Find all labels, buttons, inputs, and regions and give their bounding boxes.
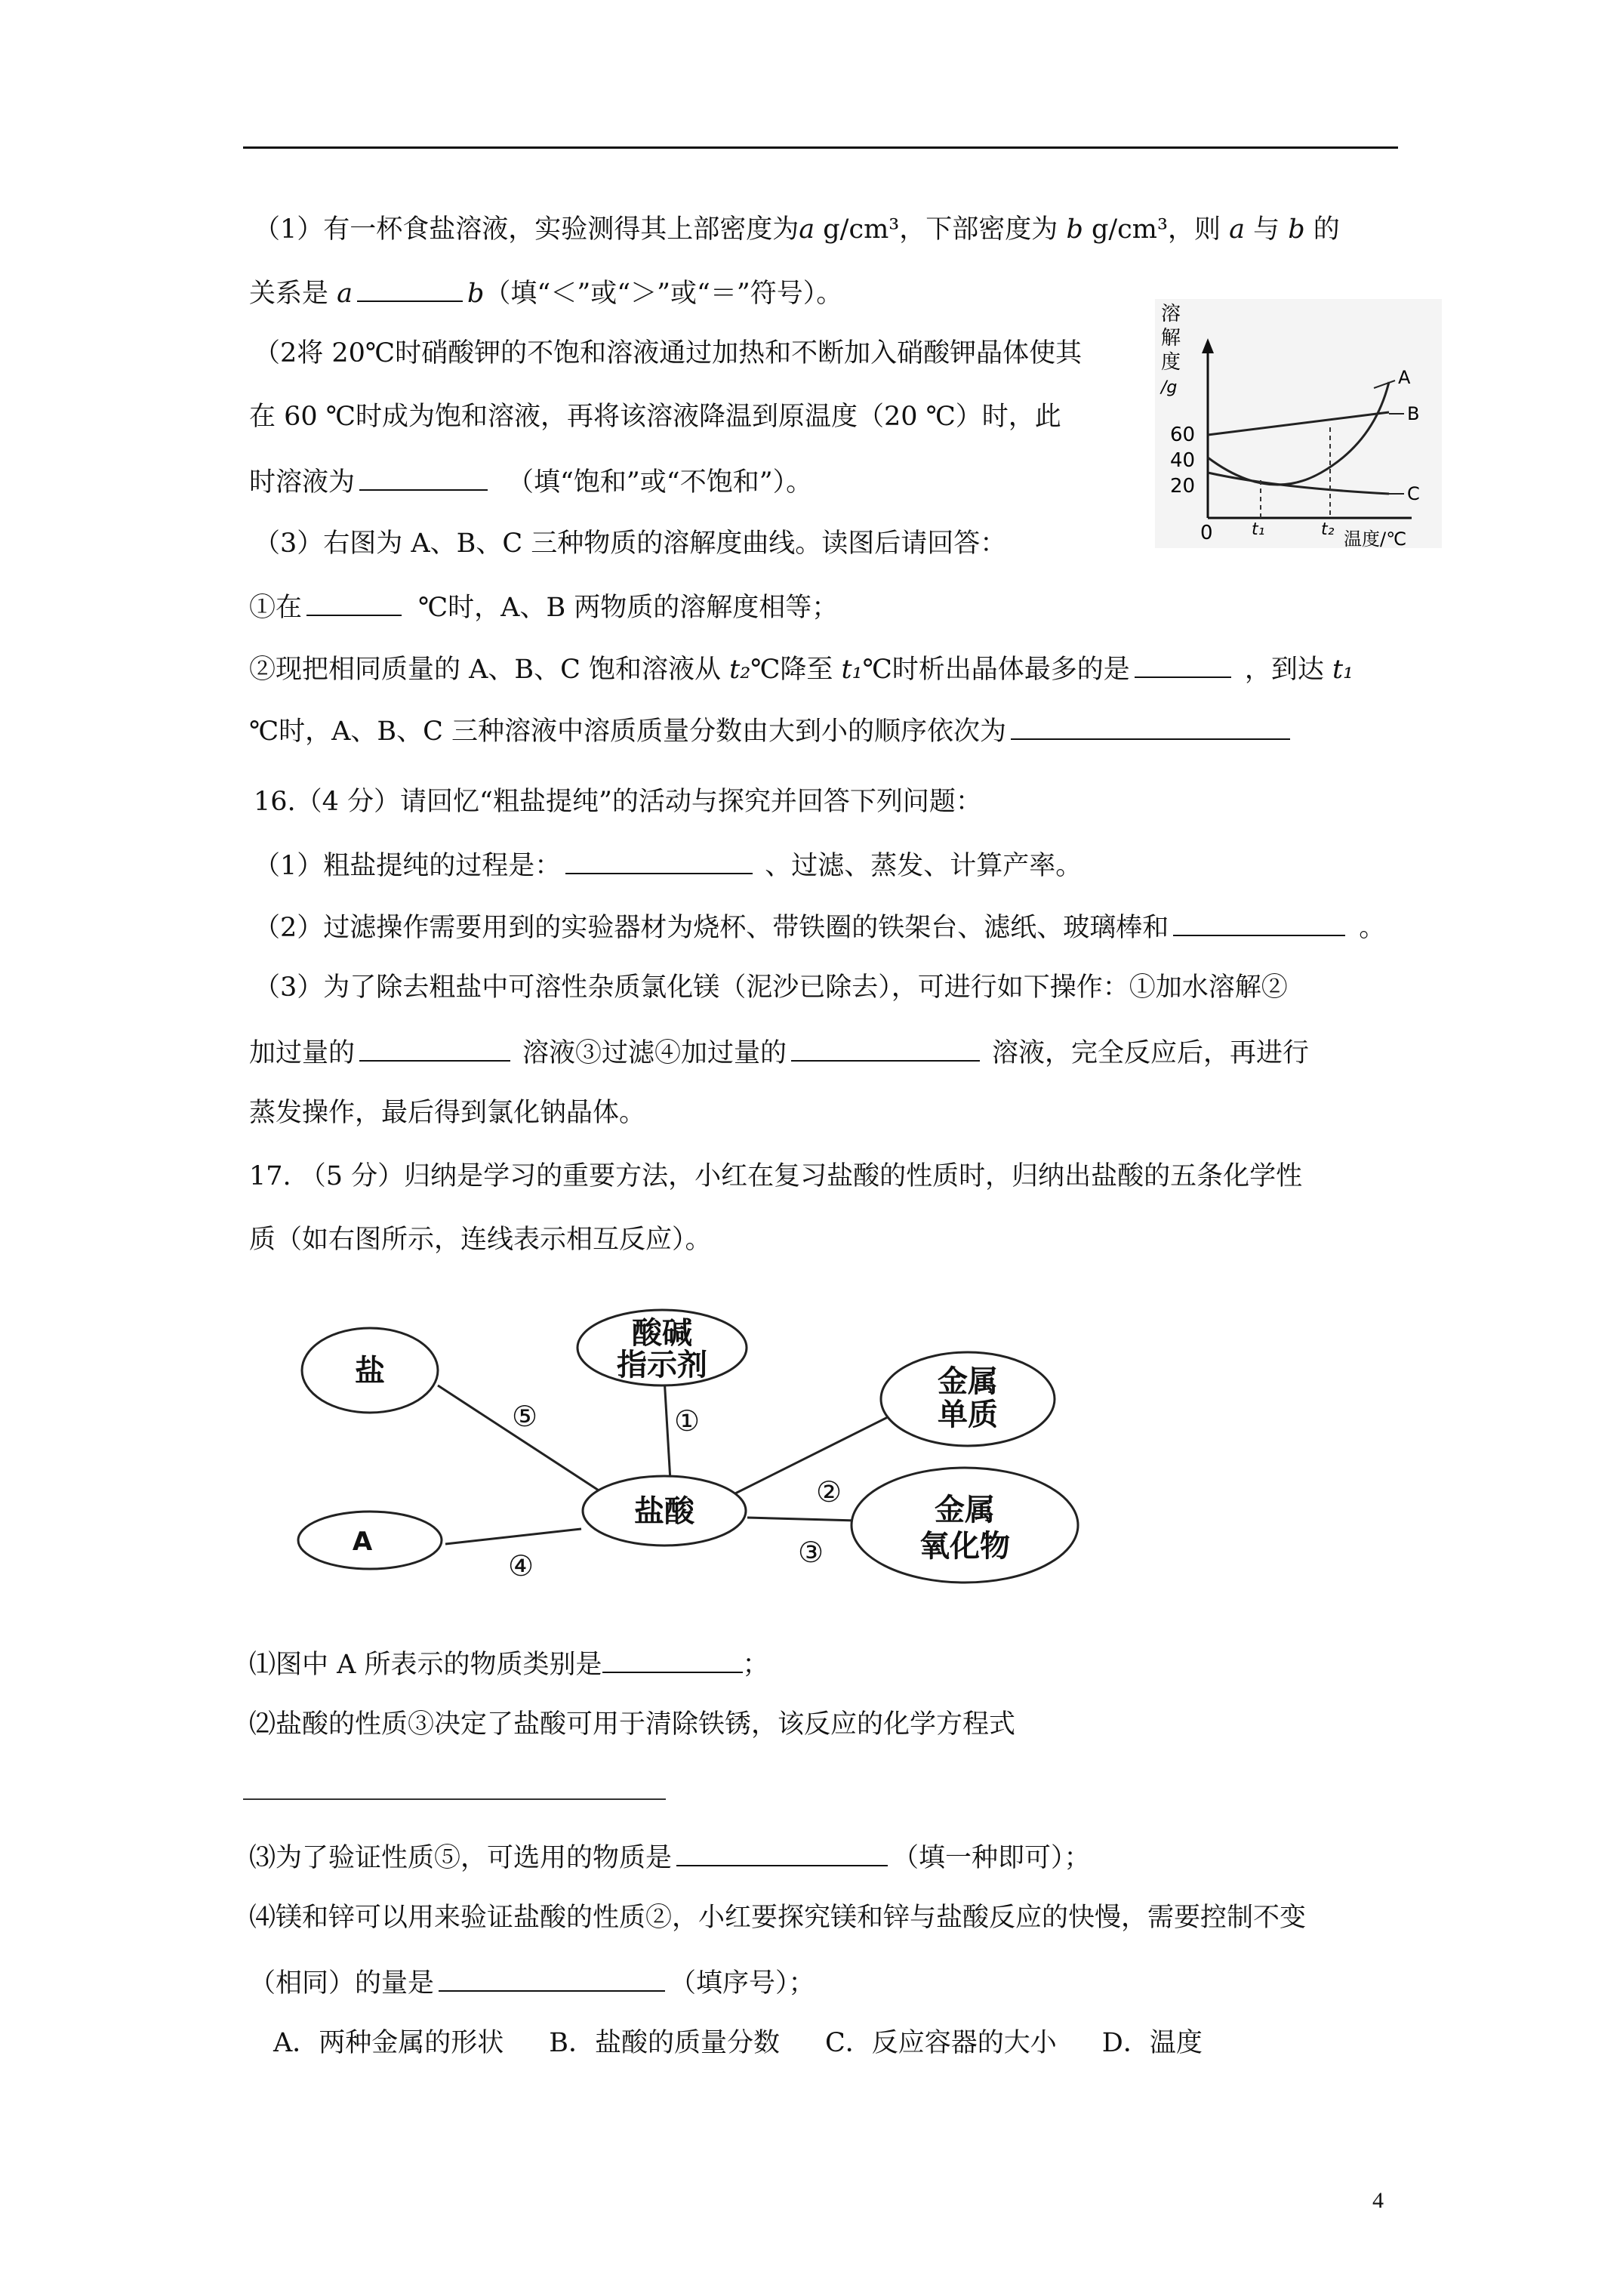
graph-ylabel-char: 溶	[1161, 303, 1181, 325]
q15-p3-line1: （3）右图为 A、B、C 三种物质的溶解度曲线。读图后请回答：	[254, 529, 1007, 559]
q16-text: 溶液，完全反应后，再进行	[992, 1038, 1310, 1068]
q16-text: 。	[1359, 913, 1386, 943]
answer-blank[interactable]	[1173, 909, 1345, 936]
q15-text: 时溶液为	[249, 467, 356, 498]
q15-p2-line1: （2将 20℃时硝酸钾的不饱和溶液通过加热和不断加入硝酸钾晶体使其	[254, 338, 1083, 368]
q15-p3-q2	[249, 651, 1354, 686]
q16-text: （2）过滤操作需要用到的实验器材为烧杯、带铁圈的铁架台、滤纸、玻璃棒和	[254, 913, 1169, 943]
var-a: a	[337, 279, 353, 309]
q17-s3	[249, 1839, 1091, 1875]
var-t1: t₁	[1332, 655, 1354, 685]
q15-p2-line3	[249, 464, 812, 499]
option-d: D．温度	[1101, 2028, 1203, 2058]
graph-ylabel-unit: /g	[1161, 378, 1178, 397]
answer-blank[interactable]	[1011, 713, 1290, 740]
q17-s2: ⑵盐酸的性质③决定了盐酸可用于清除铁锈，该反应的化学方程式	[249, 1709, 1016, 1740]
oxide-label-1: 金属	[935, 1493, 995, 1527]
page-number: 4	[1372, 2188, 1384, 2213]
metal-label-1: 金属	[938, 1364, 998, 1399]
q17-text: （相同）的量是	[249, 1968, 435, 1999]
num-4: ④	[507, 1549, 534, 1583]
q15-text: 关系是	[249, 279, 337, 309]
answer-blank[interactable]	[359, 1034, 510, 1062]
ytick-60: 60	[1170, 424, 1196, 446]
oxide-label-2: 氧化物	[919, 1529, 1010, 1564]
unit-text: g/cm³，则	[1083, 214, 1230, 245]
var-b: b	[467, 279, 485, 309]
q16-text: 溶液③过滤④加过量的	[522, 1038, 787, 1068]
q15-text: ℃降至	[750, 655, 842, 685]
answer-blank[interactable]	[306, 589, 402, 616]
q16-line1	[254, 847, 1082, 883]
q17-text: （填序号）；	[670, 1968, 815, 1999]
num-3: ③	[797, 1536, 824, 1569]
q16-text: （1）粗盐提纯的过程是：	[254, 851, 562, 881]
conj-text: 与	[1245, 214, 1289, 245]
option-b: B．盐酸的质量分数	[549, 2028, 781, 2058]
var-a: a	[1229, 214, 1245, 245]
q17-s4-line2	[249, 1965, 815, 2000]
answer-blank[interactable]	[602, 1646, 743, 1673]
origin-label: 0	[1200, 522, 1213, 544]
q15-p2-line2: 在 60 ℃时成为饱和溶液，再将该溶液降温到原温度（20 ℃）时，此	[249, 402, 1061, 432]
solubility-graph	[1155, 299, 1442, 548]
answer-line[interactable]	[243, 1798, 666, 1800]
var-a: a	[799, 214, 815, 245]
ytick-40: 40	[1170, 449, 1196, 472]
q15-text: （填“＜”或“＞”或“＝”符号）。	[484, 279, 843, 309]
q16-line3: （3）为了除去粗盐中可溶性杂质氯化镁（泥沙已除去），可进行如下操作：①加水溶解②	[254, 972, 1288, 1003]
indicator-label-2: 指示剂	[617, 1348, 707, 1382]
reaction-diagram	[294, 1295, 1110, 1612]
graph-ylabel-char: 解	[1161, 327, 1181, 350]
var-t1: t₁	[841, 655, 863, 685]
q15-text: （填“饱和”或“不饱和”）。	[507, 467, 813, 498]
ytick-20: 20	[1170, 475, 1196, 498]
q17-text: ；	[742, 1650, 769, 1680]
t1-label: t₁	[1252, 520, 1265, 539]
answer-blank[interactable]	[357, 275, 463, 302]
answer-blank[interactable]	[439, 1965, 665, 1992]
num-1: ①	[673, 1404, 701, 1438]
indicator-label-1: 酸碱	[632, 1316, 692, 1351]
q15-text: ℃时，A、B 两物质的溶解度相等；	[418, 593, 839, 623]
option-c: C．反应容器的大小	[825, 2028, 1057, 2058]
q16-text: 加过量的	[249, 1038, 356, 1068]
curve-a-label: A	[1398, 367, 1411, 388]
q15-p3-q2-line2	[249, 713, 1295, 748]
q17-text: ⑶为了验证性质⑤，可选用的物质是	[249, 1843, 673, 1873]
q16-line4	[249, 1034, 1309, 1070]
curve-b-label: B	[1407, 403, 1420, 424]
q17-text: ⑴图中 A 所表示的物质类别是	[249, 1650, 602, 1680]
q15-text: ①在	[249, 593, 303, 623]
curve-c-label: C	[1407, 483, 1420, 504]
q15-p3-q1	[249, 589, 838, 624]
q15-text: ℃时，A、B、C 三种溶液中溶质质量分数由大到小的顺序依次为	[249, 717, 1007, 747]
answer-blank[interactable]	[791, 1034, 980, 1062]
num-2: ②	[815, 1475, 842, 1509]
q16-line5: 蒸发操作，最后得到氯化钠晶体。	[249, 1098, 646, 1128]
num-5: ⑤	[511, 1400, 538, 1433]
q16-title: 16.（4 分）请回忆“粗盐提纯”的活动与探究并回答下列问题：	[254, 787, 982, 817]
graph-ylabel-char: 度	[1161, 351, 1181, 374]
var-b: b	[1288, 214, 1305, 245]
q17-line2: 质（如右图所示，连线表示相互反应）。	[249, 1225, 712, 1255]
q15-p1-text: （1）有一杯食盐溶液，实验测得其上部密度为	[254, 214, 799, 245]
q15-text: ℃时析出晶体最多的是	[862, 655, 1130, 685]
q17-line1: 17. （5 分）归纳是学习的重要方法，小红在复习盐酸的性质时，归纳出盐酸的五条化学性	[249, 1161, 1303, 1191]
t2-label: t₂	[1321, 520, 1335, 539]
hcl-label: 盐酸	[634, 1494, 694, 1529]
q16-line2	[254, 909, 1385, 945]
answer-blank[interactable]	[565, 847, 753, 874]
q15-p1-line1	[254, 213, 1340, 246]
var-t2: t₂	[729, 655, 751, 685]
q17-options	[273, 2026, 1203, 2060]
graph-xlabel: 温度/℃	[1344, 529, 1407, 548]
q15-text: ，到达	[1244, 655, 1332, 685]
answer-blank[interactable]	[676, 1839, 888, 1866]
q17-s4-line1: ⑷镁和锌可以用来验证盐酸的性质②，小红要探究镁和锌与盐酸反应的快慢，需要控制不变	[249, 1903, 1307, 1933]
q16-text: 、过滤、蒸发、计算产率。	[765, 851, 1083, 881]
var-b: b	[1066, 214, 1083, 245]
answer-blank[interactable]	[359, 464, 488, 491]
q17-text: （填一种即可）；	[892, 1843, 1091, 1873]
a-label: A	[352, 1527, 373, 1557]
link-a	[445, 1529, 581, 1544]
q15-text: ②现把相同质量的 A、B、C 饱和溶液从	[249, 655, 730, 685]
metal-label-2: 单质	[938, 1398, 998, 1432]
option-a: A．两种金属的形状	[273, 2028, 504, 2058]
end-text: 的	[1304, 214, 1340, 245]
answer-blank[interactable]	[1135, 651, 1231, 678]
unit-text: g/cm³，下部密度为	[815, 214, 1067, 245]
header-rule	[243, 146, 1398, 149]
q17-s1	[249, 1646, 769, 1681]
q15-p1-line2	[249, 275, 842, 310]
salt-label: 盐	[355, 1354, 385, 1388]
